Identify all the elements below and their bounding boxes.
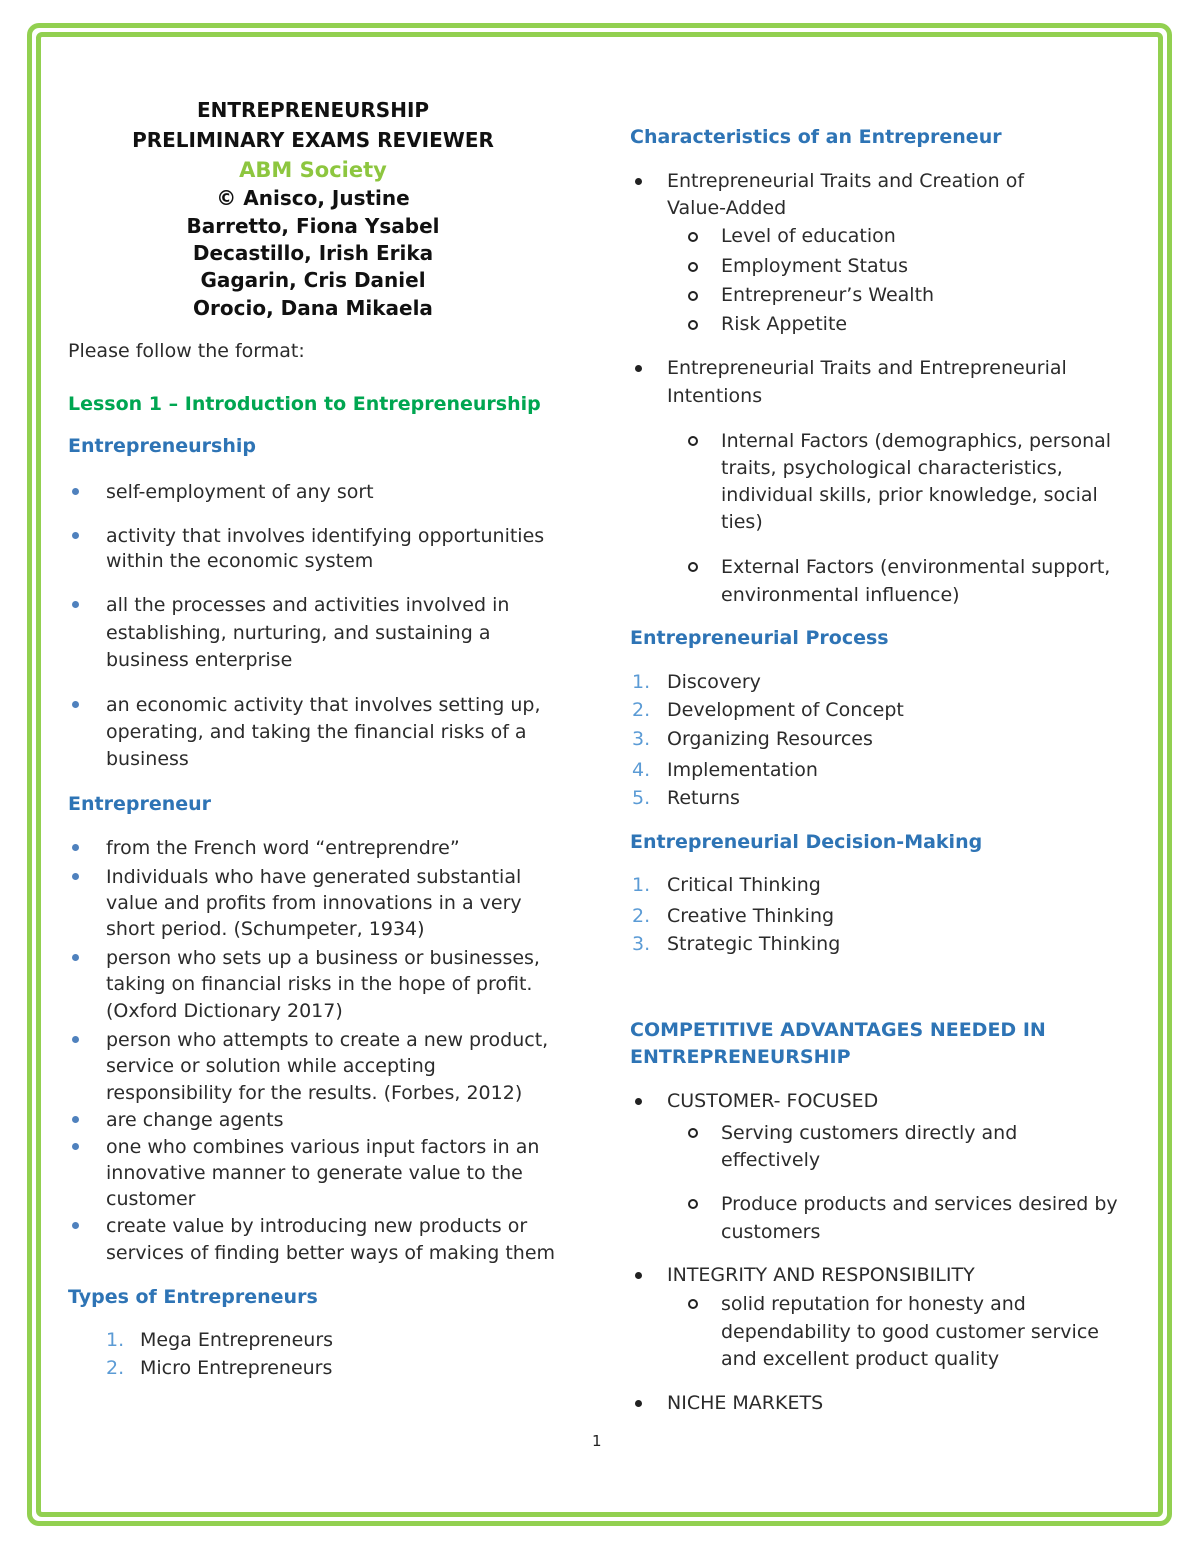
- list-number: 3.: [632, 933, 651, 955]
- entrepreneurship-heading: Entrepreneurship: [68, 435, 256, 457]
- list-item: Mega Entrepreneurs: [140, 1329, 334, 1351]
- page-number: 1: [592, 1432, 602, 1450]
- list-item: short period. (Schumpeter, 1934): [106, 918, 425, 940]
- list-item: Intentions: [667, 385, 763, 407]
- list-item: Discovery: [667, 671, 761, 693]
- circle-bullet-icon: [688, 436, 698, 446]
- list-item: Implementation: [667, 759, 818, 781]
- bullet-icon: [72, 601, 79, 608]
- list-number: 4.: [632, 759, 651, 781]
- list-item: activity that involves identifying opportunities: [106, 525, 545, 547]
- circle-bullet-icon: [688, 1128, 698, 1138]
- bullet-icon: [72, 873, 79, 880]
- list-item: ties): [721, 511, 763, 533]
- list-item: within the economic system: [106, 550, 374, 572]
- list-item: create value by introducing new products or: [106, 1215, 528, 1237]
- list-item: Entrepreneurial Traits and Entrepreneurial: [667, 357, 1067, 379]
- list-item: customer: [106, 1188, 196, 1210]
- bullet-icon: [635, 1272, 642, 1279]
- bullet-icon: [635, 178, 642, 185]
- bullet-icon: [72, 1036, 79, 1043]
- list-item: Returns: [667, 787, 740, 809]
- bullet-icon: [72, 954, 79, 961]
- list-item: self-employment of any sort: [106, 481, 374, 503]
- list-item: Entrepreneurial Traits and Creation of: [667, 170, 1025, 192]
- list-item: are change agents: [106, 1109, 284, 1131]
- intro-text: Please follow the format:: [68, 340, 305, 362]
- characteristics-heading: Characteristics of an Entrepreneur: [630, 126, 1002, 148]
- circle-bullet-icon: [688, 1299, 698, 1309]
- doc-subtitle: PRELIMINARY EXAMS REVIEWER: [132, 128, 494, 152]
- list-item: Serving customers directly and: [721, 1122, 1018, 1144]
- list-item: dependability to good customer service: [721, 1321, 1099, 1343]
- list-item: environmental influence): [721, 584, 960, 606]
- author-5: Orocio, Dana Mikaela: [193, 296, 433, 320]
- list-item: customers: [721, 1221, 821, 1243]
- list-item: Entrepreneur’s Wealth: [721, 284, 935, 306]
- list-item: one who combines various input factors in an: [106, 1136, 540, 1158]
- list-item: from the French word “entreprendre”: [106, 837, 460, 859]
- list-item: Level of education: [721, 225, 896, 247]
- list-item: Creative Thinking: [667, 905, 835, 927]
- list-item: taking on financial risks in the hope of profit.: [106, 973, 533, 995]
- list-item: an economic activity that involves setting up,: [106, 694, 541, 716]
- bullet-icon: [635, 365, 642, 372]
- circle-bullet-icon: [688, 1199, 698, 1209]
- list-item: INTEGRITY AND RESPONSIBILITY: [667, 1264, 975, 1286]
- list-item: service or solution while accepting: [106, 1055, 436, 1077]
- list-item: Employment Status: [721, 255, 908, 277]
- list-item: Individuals who have generated substantial: [106, 866, 522, 888]
- competitive-heading-2: ENTREPRENEURSHIP: [630, 1046, 851, 1068]
- bullet-icon: [72, 532, 79, 539]
- list-number: 3.: [632, 728, 651, 750]
- list-number: 2.: [632, 905, 651, 927]
- process-heading: Entrepreneurial Process: [630, 627, 889, 649]
- bullet-icon: [635, 1400, 642, 1407]
- doc-title: ENTREPRENEURSHIP: [196, 98, 430, 122]
- list-item: Development of Concept: [667, 699, 904, 721]
- bullet-icon: [72, 1116, 79, 1123]
- list-item: traits, psychological characteristics,: [721, 457, 1063, 479]
- list-number: 2.: [632, 699, 651, 721]
- list-item: CUSTOMER- FOCUSED: [667, 1090, 879, 1112]
- author-2: Barretto, Fiona Ysabel: [186, 214, 440, 238]
- list-item: business enterprise: [106, 649, 293, 671]
- bullet-icon: [72, 1143, 79, 1150]
- competitive-heading: COMPETITIVE ADVANTAGES NEEDED IN: [630, 1019, 1046, 1041]
- list-item: Strategic Thinking: [667, 933, 841, 955]
- list-item: innovative manner to generate value to the: [106, 1162, 523, 1184]
- types-heading: Types of Entrepreneurs: [68, 1286, 318, 1308]
- list-item: Produce products and services desired by: [721, 1193, 1118, 1215]
- bullet-icon: [635, 1098, 642, 1105]
- list-item: responsibility for the results. (Forbes, 2012): [106, 1082, 523, 1104]
- list-item: effectively: [721, 1149, 821, 1171]
- list-item: value and profits from innovations in a very: [106, 892, 522, 914]
- list-item: services of finding better ways of making them: [106, 1242, 556, 1264]
- list-item: Internal Factors (demographics, personal: [721, 430, 1112, 452]
- list-item: person who attempts to create a new product,: [106, 1029, 549, 1051]
- list-item: External Factors (environmental support,: [721, 556, 1111, 578]
- circle-bullet-icon: [688, 232, 698, 242]
- list-item: Micro Entrepreneurs: [140, 1357, 333, 1379]
- bullet-icon: [72, 701, 79, 708]
- bullet-icon: [72, 488, 79, 495]
- author-3: Decastillo, Irish Erika: [192, 241, 434, 265]
- list-number: 1.: [106, 1329, 125, 1351]
- entrepreneur-heading: Entrepreneur: [68, 793, 212, 815]
- author-1: © Anisco, Justine: [216, 186, 410, 210]
- list-item: business: [106, 748, 189, 770]
- circle-bullet-icon: [688, 320, 698, 330]
- list-item: NICHE MARKETS: [667, 1392, 824, 1414]
- list-item: Organizing Resources: [667, 728, 873, 750]
- list-item: all the processes and activities involved in: [106, 594, 510, 616]
- society-name: ABM Society: [239, 158, 387, 182]
- list-item: person who sets up a business or businesses,: [106, 947, 540, 969]
- list-item: Risk Appetite: [721, 313, 848, 335]
- list-item: (Oxford Dictionary 2017): [106, 1000, 343, 1022]
- list-item: solid reputation for honesty and: [721, 1293, 1026, 1315]
- list-item: Critical Thinking: [667, 874, 821, 896]
- list-number: 5.: [632, 787, 651, 809]
- circle-bullet-icon: [688, 562, 698, 572]
- bullet-icon: [72, 844, 79, 851]
- list-item: establishing, nurturing, and sustaining a: [106, 622, 491, 644]
- list-item: operating, and taking the financial risks of a: [106, 721, 527, 743]
- list-number: 2.: [106, 1357, 125, 1379]
- decision-heading: Entrepreneurial Decision-Making: [630, 831, 983, 853]
- circle-bullet-icon: [688, 291, 698, 301]
- author-4: Gagarin, Cris Daniel: [200, 268, 426, 292]
- list-number: 1.: [632, 671, 651, 693]
- bullet-icon: [72, 1222, 79, 1229]
- circle-bullet-icon: [688, 262, 698, 272]
- list-item: and excellent product quality: [721, 1348, 1000, 1370]
- lesson-heading: Lesson 1 – Introduction to Entrepreneurship: [68, 393, 541, 415]
- list-number: 1.: [632, 874, 651, 896]
- list-item: individual skills, prior knowledge, social: [721, 484, 1098, 506]
- list-item: Value-Added: [667, 197, 787, 219]
